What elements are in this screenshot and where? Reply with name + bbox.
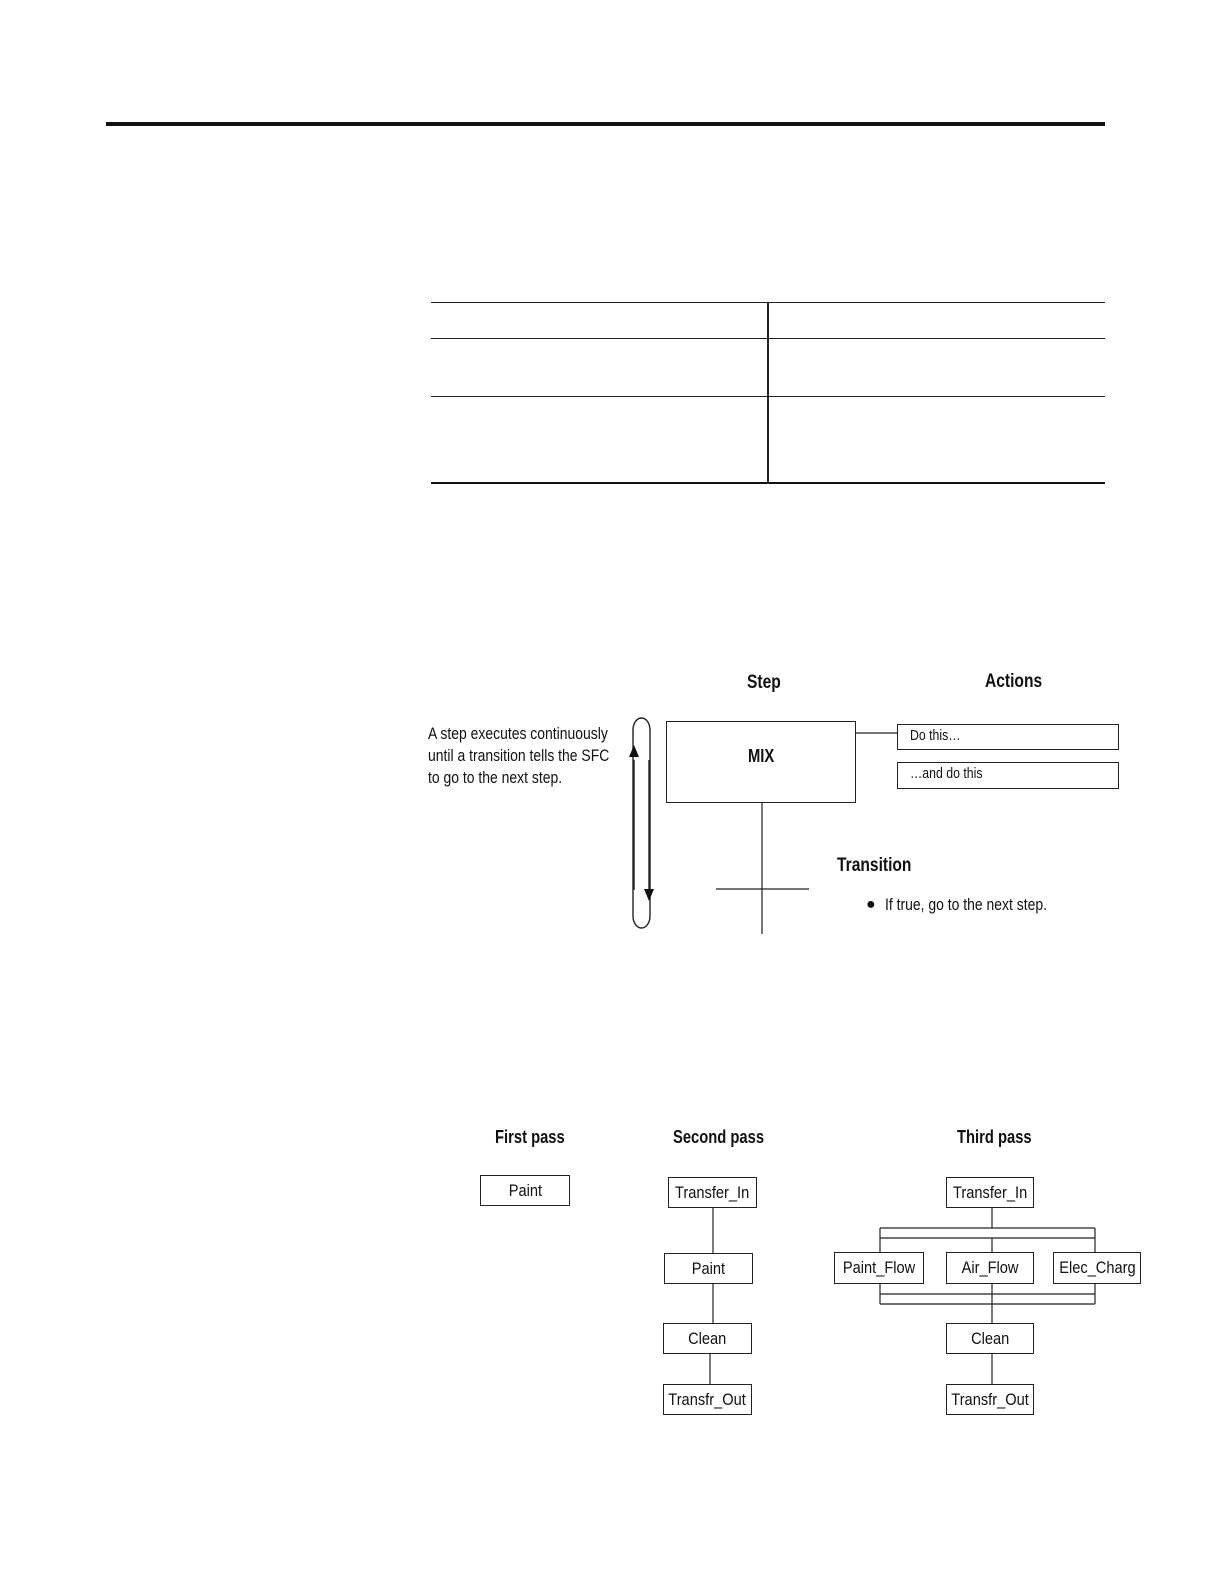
third-pass-title: Third pass (957, 1127, 1032, 1147)
step-transfer-in: Transfer_In (668, 1177, 757, 1208)
transition-bullet-text: If true, go to the next step. (885, 895, 1047, 914)
loop-note-line: A step executes continuously (428, 724, 608, 743)
actions-heading: Actions (985, 671, 1043, 692)
step-elec-charg: Elec_Charg (1053, 1252, 1141, 1284)
step-transfer-in: Transfer_In (946, 1177, 1034, 1208)
step-clean: Clean (663, 1323, 752, 1354)
action-label: …and do this (910, 765, 983, 782)
second-pass-title: Second pass (673, 1127, 765, 1147)
step-paint-flow: Paint_Flow (834, 1252, 924, 1284)
step-clean: Clean (946, 1323, 1034, 1354)
bullet-icon: ● (866, 896, 876, 913)
step-transfr-out: Transfr_Out (663, 1384, 752, 1415)
step-transfr-out: Transfr_Out (946, 1384, 1034, 1415)
loop-note-line: until a transition tells the SFC (428, 746, 610, 765)
step-heading: Step (747, 672, 781, 693)
loop-note-line: to go to the next step. (428, 768, 563, 787)
first-pass-title: First pass (495, 1127, 565, 1147)
transition-heading: Transition (837, 855, 912, 876)
step-paint: Paint (664, 1253, 753, 1284)
step-paint: Paint (480, 1175, 570, 1206)
step-air-flow: Air_Flow (946, 1252, 1034, 1284)
action-label: Do this… (910, 727, 961, 744)
step-name: MIX (748, 746, 775, 766)
